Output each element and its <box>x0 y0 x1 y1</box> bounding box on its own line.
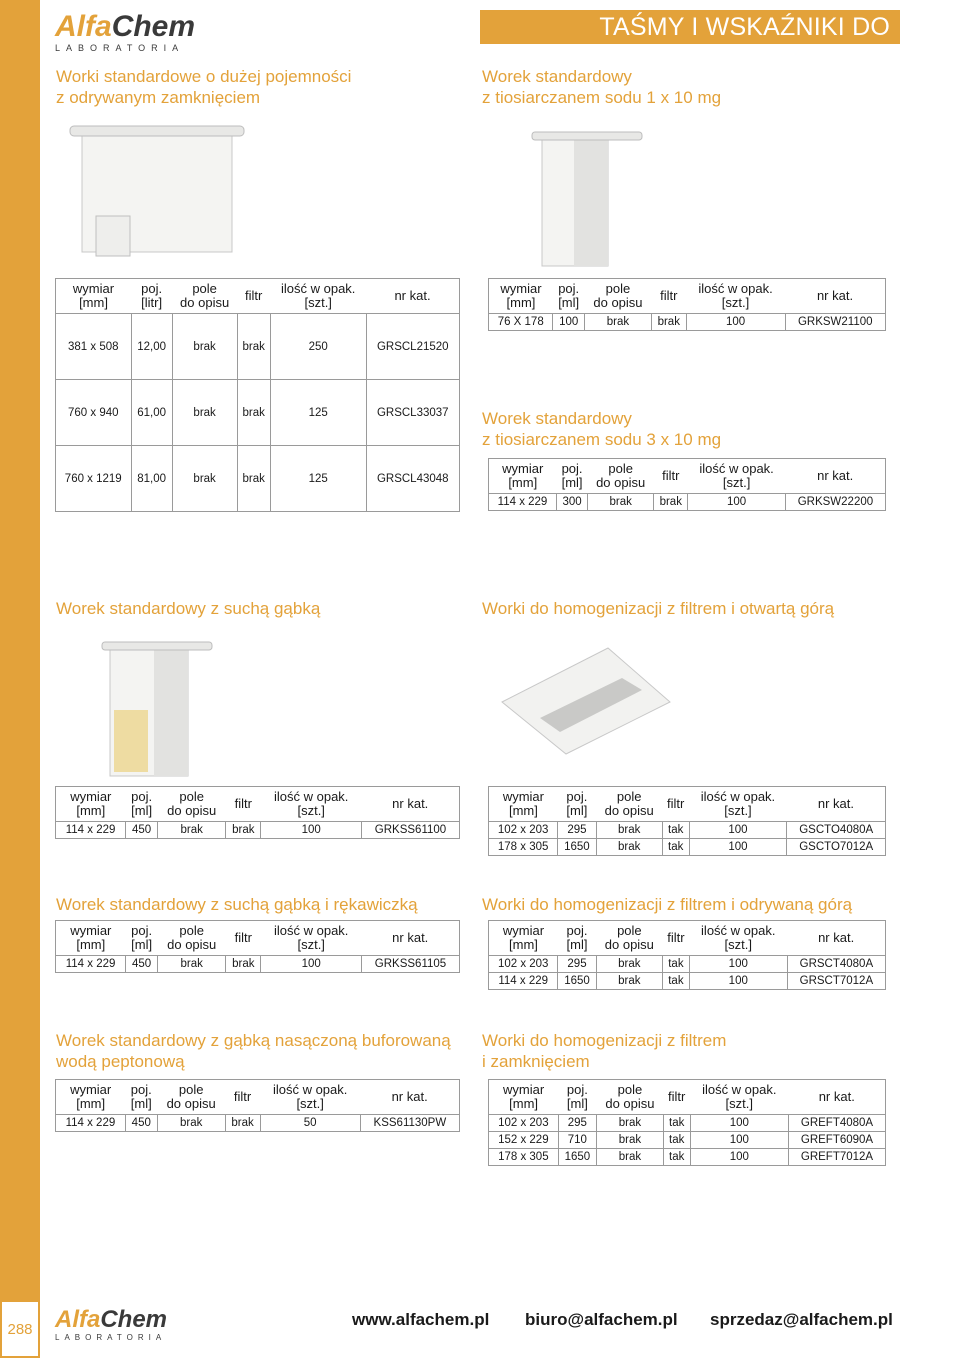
table-cell: 178 x 305 <box>489 1149 559 1166</box>
table-cell: 102 x 203 <box>489 1115 559 1132</box>
table-row <box>489 956 886 973</box>
section-title-sponge-glove: Worek standardowy z suchą gąbką i rękawiczką <box>56 895 418 914</box>
table-cell: 1650 <box>558 839 596 856</box>
col-header: ilość w opak. [szt.] <box>261 787 362 822</box>
large-bag-photo <box>62 118 247 273</box>
table-cell: 760 x 940 <box>56 380 132 446</box>
table-cell: brak <box>596 973 662 990</box>
table-large-bags <box>55 278 460 512</box>
table-homog-tear <box>488 920 886 990</box>
table-cell: 450 <box>125 1115 157 1132</box>
table-cell: 50 <box>260 1115 360 1132</box>
col-header: filtr <box>663 1080 690 1115</box>
table-cell: 381 x 508 <box>56 314 132 380</box>
table-cell: GRSCT7012A <box>787 973 885 990</box>
table-cell: GRKSW21100 <box>785 314 885 331</box>
page-number: 288 <box>0 1300 40 1358</box>
table-cell: 100 <box>690 1115 788 1132</box>
table-cell: 114 x 229 <box>489 494 557 511</box>
side-accent-bar <box>0 0 40 1358</box>
col-header: poj. [litr] <box>131 279 172 314</box>
col-header: filtr <box>226 921 261 956</box>
col-header: wymiar [mm] <box>489 1080 559 1115</box>
col-header: pole do opisu <box>596 787 662 822</box>
table-cell: brak <box>225 1115 260 1132</box>
table-peptone-sponge <box>55 1079 460 1132</box>
col-header: ilość w opak. [szt.] <box>690 1080 788 1115</box>
col-header: wymiar [mm] <box>56 787 126 822</box>
table-cell: GRSCL43048 <box>366 446 459 512</box>
table-cell: brak <box>652 314 687 331</box>
table-row <box>489 1132 886 1149</box>
col-header: pole do opisu <box>158 921 226 956</box>
table-row <box>489 822 886 839</box>
col-header: ilość w opak. [szt.] <box>686 279 785 314</box>
table-row <box>489 839 886 856</box>
table-cell: GSCTO7012A <box>787 839 886 856</box>
table-row <box>56 380 460 446</box>
col-header: ilość w opak. [szt.] <box>689 921 787 956</box>
table-row <box>489 314 886 331</box>
table-cell: brak <box>172 446 237 512</box>
section-title-thiosulfate-1: Worek standardowy z tiosiarczanem sodu 1 x 10 mg <box>482 67 722 107</box>
homogenizer-bag-photo <box>496 640 676 760</box>
table-sponge-glove <box>55 920 460 973</box>
section-title-homog-closure: Worki do homogenizacji z filtrem i zamknięciem <box>482 1031 727 1071</box>
col-header: poj. [ml] <box>557 459 588 494</box>
table-cell: GSCTO4080A <box>787 822 886 839</box>
col-header: filtr <box>226 787 261 822</box>
col-header: poj. [ml] <box>558 787 596 822</box>
table-cell: 100 <box>553 314 585 331</box>
table-cell: tak <box>662 839 689 856</box>
table-cell: tak <box>662 822 689 839</box>
table-cell: 300 <box>557 494 588 511</box>
table-cell: tak <box>663 1132 690 1149</box>
table-cell: 450 <box>126 956 158 973</box>
col-header: filtr <box>652 279 687 314</box>
table-cell: KSS61130PW <box>360 1115 459 1132</box>
col-header: ilość w opak. [szt.] <box>270 279 366 314</box>
table-cell: 114 x 229 <box>56 822 126 839</box>
table-cell: 100 <box>690 1132 788 1149</box>
table-cell: 81,00 <box>131 446 172 512</box>
col-header: wymiar [mm] <box>489 787 558 822</box>
table-cell: brak <box>158 822 226 839</box>
col-header: poj. [ml] <box>553 279 585 314</box>
table-cell: 102 x 203 <box>489 956 558 973</box>
col-header: ilość w opak. [szt.] <box>261 921 362 956</box>
col-header: poj. [ml] <box>558 1080 596 1115</box>
table-cell: 250 <box>270 314 366 380</box>
col-header: filtr <box>237 279 270 314</box>
col-header: pole do opisu <box>172 279 237 314</box>
table-cell: 100 <box>686 314 785 331</box>
table-row <box>56 822 460 839</box>
col-header: wymiar [mm] <box>56 921 126 956</box>
table-cell: 100 <box>261 822 362 839</box>
table-cell: 102 x 203 <box>489 822 558 839</box>
table-row <box>56 314 460 380</box>
footer-website-link[interactable]: www.alfachem.pl <box>352 1310 490 1329</box>
section-title-peptone-sponge: Worek standardowy z gąbką nasączoną buforowaną wodą peptonową <box>56 1031 451 1071</box>
col-header: ilość w opak. [szt.] <box>260 1080 360 1115</box>
table-cell: tak <box>663 956 690 973</box>
table-cell: 114 x 229 <box>56 956 126 973</box>
col-header: poj. [ml] <box>125 1080 157 1115</box>
col-header: filtr <box>654 459 688 494</box>
table-cell: brak <box>158 956 226 973</box>
table-cell: 12,00 <box>131 314 172 380</box>
table-cell: brak <box>654 494 688 511</box>
table-row <box>489 494 886 511</box>
table-cell: GRSCL33037 <box>366 380 459 446</box>
col-header: filtr <box>225 1080 260 1115</box>
table-cell: 178 x 305 <box>489 839 558 856</box>
table-cell: brak <box>237 380 270 446</box>
table-cell: 100 <box>261 956 362 973</box>
table-row <box>489 1115 886 1132</box>
table-cell: 100 <box>689 822 787 839</box>
footer-email-office[interactable]: biuro@alfachem.pl <box>525 1310 678 1329</box>
table-thiosulfate-1 <box>488 278 886 331</box>
table-cell: 1650 <box>558 973 596 990</box>
col-header: filtr <box>663 921 690 956</box>
table-cell: 76 X 178 <box>489 314 553 331</box>
table-cell: brak <box>597 1132 664 1149</box>
table-cell: tak <box>663 973 690 990</box>
section-title-large-bags: Worki standardowe o dużej pojemności z odrywanym zamknięciem <box>56 67 352 107</box>
table-dry-sponge <box>55 786 460 839</box>
table-row <box>489 973 886 990</box>
col-header: wymiar [mm] <box>56 1080 126 1115</box>
table-cell: 100 <box>689 956 787 973</box>
table-cell: 125 <box>270 380 366 446</box>
table-cell: 100 <box>688 494 786 511</box>
table-cell: tak <box>663 1115 690 1132</box>
table-cell: brak <box>596 822 662 839</box>
col-header: pole do opisu <box>588 459 654 494</box>
table-cell: brak <box>237 446 270 512</box>
section-title-thiosulfate-3: Worek standardowy z tiosiarczanem sodu 3 x 10 mg <box>482 409 722 449</box>
col-header: nr kat. <box>787 787 886 822</box>
col-header: nr kat. <box>360 1080 459 1115</box>
table-cell: brak <box>226 956 261 973</box>
table-cell: GRKSS61100 <box>361 822 459 839</box>
section-title-homog-open: Worki do homogenizacji z filtrem i otwartą górą <box>482 599 835 618</box>
page-title: TAŚMY I WSKAŹNIKI DO KONTROLI <box>599 13 890 75</box>
table-cell: brak <box>596 956 662 973</box>
col-header: nr kat. <box>361 787 459 822</box>
col-header: pole do opisu <box>597 1080 664 1115</box>
col-header: nr kat. <box>785 459 885 494</box>
table-cell: GRKSW22200 <box>785 494 885 511</box>
table-row <box>56 446 460 512</box>
col-header: wymiar [mm] <box>56 279 132 314</box>
table-cell: brak <box>157 1115 225 1132</box>
table-cell: 295 <box>558 822 596 839</box>
col-header: ilość w opak. [szt.] <box>689 787 787 822</box>
col-header: ilość w opak. [szt.] <box>688 459 786 494</box>
table-cell: 450 <box>126 822 158 839</box>
col-header: nr kat. <box>361 921 459 956</box>
table-cell: 295 <box>558 1115 596 1132</box>
table-cell: 61,00 <box>131 380 172 446</box>
logo: AlfaChem LABORATORIA <box>55 10 196 53</box>
col-header: wymiar [mm] <box>489 279 553 314</box>
table-cell: brak <box>226 822 261 839</box>
footer-email-sales[interactable]: sprzedaz@alfachem.pl <box>710 1310 893 1329</box>
col-header: nr kat. <box>789 1080 886 1115</box>
table-cell: brak <box>237 314 270 380</box>
table-cell: 114 x 229 <box>56 1115 126 1132</box>
table-row <box>56 956 460 973</box>
table-cell: 710 <box>558 1132 596 1149</box>
footer-logo: AlfaChem LABORATORIA <box>55 1306 168 1342</box>
table-row <box>489 1149 886 1166</box>
table-cell: brak <box>597 1115 664 1132</box>
col-header: pole do opisu <box>157 1080 225 1115</box>
table-cell: GREFT6090A <box>789 1132 886 1149</box>
table-cell: 114 x 229 <box>489 973 558 990</box>
table-cell: GRKSS61105 <box>361 956 459 973</box>
col-header: nr kat. <box>787 921 885 956</box>
table-cell: 125 <box>270 446 366 512</box>
table-cell: GREFT7012A <box>789 1149 886 1166</box>
section-title-dry-sponge: Worek standardowy z suchą gąbką <box>56 599 321 618</box>
table-cell: GRSCL21520 <box>366 314 459 380</box>
col-header: nr kat. <box>785 279 885 314</box>
table-cell: brak <box>584 314 651 331</box>
sponge-bag-photo <box>100 634 220 784</box>
table-thiosulfate-3 <box>488 458 886 511</box>
col-header: wymiar [mm] <box>489 921 558 956</box>
col-header: pole do opisu <box>584 279 651 314</box>
thiosulfate-bag-photo <box>530 124 650 274</box>
table-cell: 760 x 1219 <box>56 446 132 512</box>
col-header: nr kat. <box>366 279 459 314</box>
col-header: poj. [ml] <box>126 787 158 822</box>
col-header: pole do opisu <box>158 787 226 822</box>
table-cell: tak <box>663 1149 690 1166</box>
table-cell: GREFT4080A <box>789 1115 886 1132</box>
table-cell: 100 <box>690 1149 788 1166</box>
table-cell: brak <box>588 494 654 511</box>
col-header: wymiar [mm] <box>489 459 557 494</box>
col-header: poj. [ml] <box>558 921 596 956</box>
table-cell: 100 <box>689 973 787 990</box>
table-homog-open <box>488 786 886 856</box>
table-cell: brak <box>596 839 662 856</box>
table-cell: 295 <box>558 956 596 973</box>
table-row <box>56 1115 460 1132</box>
table-cell: brak <box>172 380 237 446</box>
table-cell: 1650 <box>558 1149 596 1166</box>
col-header: filtr <box>662 787 689 822</box>
section-title-homog-tear: Worki do homogenizacji z filtrem i odrywaną górą <box>482 895 853 914</box>
table-cell: brak <box>597 1149 664 1166</box>
table-homog-closure <box>488 1079 886 1166</box>
table-cell: brak <box>172 314 237 380</box>
table-cell: 152 x 229 <box>489 1132 559 1149</box>
table-cell: 100 <box>689 839 787 856</box>
table-cell: GRSCT4080A <box>787 956 885 973</box>
col-header: pole do opisu <box>596 921 662 956</box>
col-header: poj. [ml] <box>126 921 158 956</box>
